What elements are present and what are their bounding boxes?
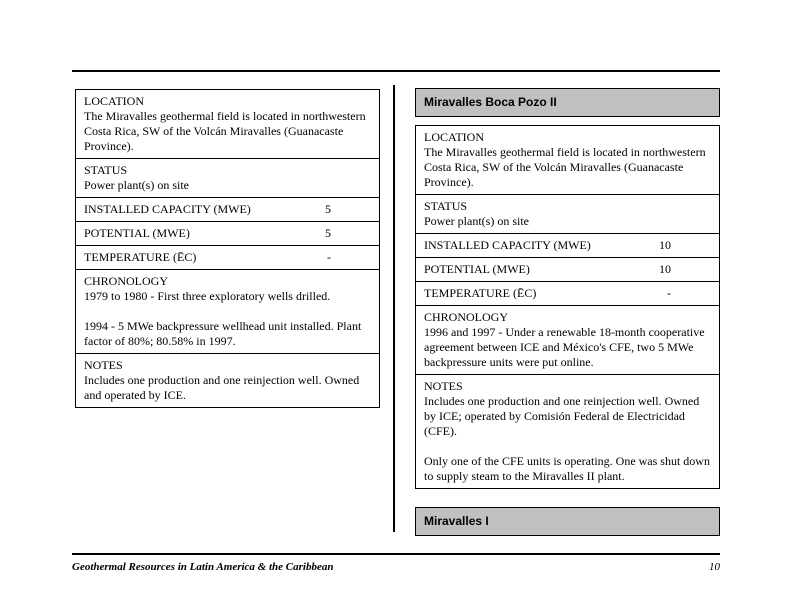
right-notes-p2: Only one of the CFE units is operating. One was shut down to supply steam to the Miravalles II plant.	[424, 454, 710, 483]
next-section-title: Miravalles I	[424, 514, 489, 528]
right-potential-value: 10	[659, 262, 671, 276]
page-footer	[72, 561, 720, 573]
left-status-label: STATUS	[84, 163, 128, 177]
right-chronology-p1: 1996 and 1997 - Under a renewable 18-month cooperative agreement between ICE and México's CFE, two 5 MWe backpressure units were put online.	[424, 325, 705, 369]
right-location-cell	[416, 126, 719, 195]
left-location-cell	[76, 90, 379, 159]
left-installed-capacity-row	[76, 198, 379, 222]
right-chronology-cell	[416, 306, 719, 375]
left-temperature-row	[76, 246, 379, 270]
right-notes-cell	[416, 375, 719, 488]
right-installed-capacity-value: 10	[659, 238, 671, 252]
left-data-table	[75, 89, 380, 408]
left-temperature-label: TEMPERATURE (ĒC)	[84, 250, 197, 264]
left-chronology-p1: 1979 to 1980 - First three exploratory wells drilled.	[84, 289, 331, 303]
footer-page-number: 10	[709, 561, 720, 573]
right-potential-row	[416, 258, 719, 282]
left-chronology-cell	[76, 270, 379, 354]
right-notes-p1: Includes one production and one reinjection well. Owned by ICE; operated by Comisión Federal de Electricidad (CFE).	[424, 394, 700, 438]
title-gap	[415, 117, 720, 125]
right-table-title-bar	[415, 88, 720, 117]
left-installed-capacity-label: INSTALLED CAPACITY (MWE)	[84, 202, 251, 216]
bottom-rule	[72, 553, 720, 555]
left-potential-row	[76, 222, 379, 246]
left-notes-cell	[76, 354, 379, 407]
right-installed-capacity-row	[416, 234, 719, 258]
left-installed-capacity-value: 5	[325, 202, 331, 216]
right-temperature-label: TEMPERATURE (ĒC)	[424, 286, 537, 300]
footer-document-title: Geothermal Resources in Latin America & the Caribbean	[72, 561, 334, 573]
left-chronology-label: CHRONOLOGY	[84, 274, 168, 288]
right-temperature-value: -	[667, 286, 671, 300]
right-status-label: STATUS	[424, 199, 468, 213]
right-location-label: LOCATION	[424, 130, 484, 144]
right-notes-label: NOTES	[424, 379, 463, 393]
right-status-cell	[416, 195, 719, 234]
right-potential-label: POTENTIAL (MWE)	[424, 262, 530, 276]
left-potential-label: POTENTIAL (MWE)	[84, 226, 190, 240]
right-data-table	[415, 125, 720, 489]
next-section-title-bar	[415, 507, 720, 536]
right-status-text: Power plant(s) on site	[424, 214, 529, 228]
left-chronology-p2: 1994 - 5 MWe backpressure wellhead unit installed. Plant factor of 80%; 80.58% in 1997.	[84, 319, 362, 348]
right-chronology-label: CHRONOLOGY	[424, 310, 508, 324]
column-divider	[393, 85, 395, 532]
right-temperature-row	[416, 282, 719, 306]
left-notes-p1: Includes one production and one reinjection well. Owned and operated by ICE.	[84, 373, 360, 402]
left-potential-value: 5	[325, 226, 331, 240]
right-column	[415, 88, 720, 536]
left-column	[75, 89, 380, 408]
left-location-label: LOCATION	[84, 94, 144, 108]
right-installed-capacity-label: INSTALLED CAPACITY (MWE)	[424, 238, 591, 252]
left-status-text: Power plant(s) on site	[84, 178, 189, 192]
right-table-title: Miravalles Boca Pozo II	[424, 95, 557, 109]
left-location-text: The Miravalles geothermal field is located in northwestern Costa Rica, SW of the Volcán Miravalles (Guanacaste Province).	[84, 109, 366, 153]
left-status-cell	[76, 159, 379, 198]
top-rule	[72, 70, 720, 72]
right-location-text: The Miravalles geothermal field is located in northwestern Costa Rica, SW of the Volcán Miravalles (Guanacaste Province).	[424, 145, 706, 189]
left-temperature-value: -	[327, 250, 331, 264]
left-notes-label: NOTES	[84, 358, 123, 372]
